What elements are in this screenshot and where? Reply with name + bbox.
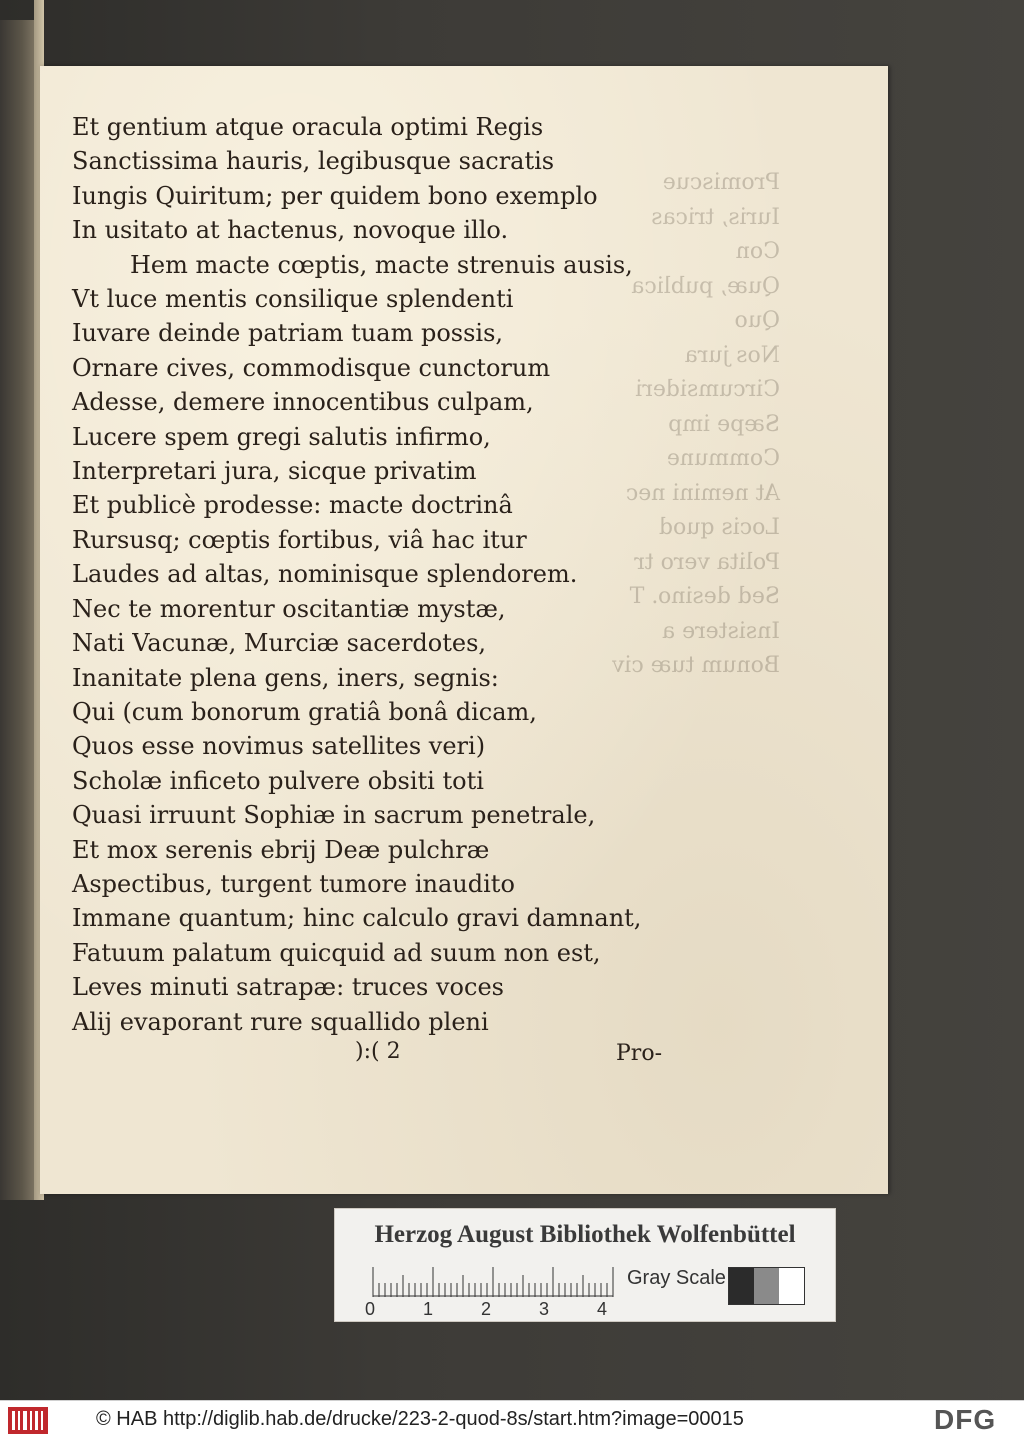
verse-line: Lucere spem gregi salutis infirmo,: [72, 422, 491, 451]
verse-line: Et mox serenis ebrij Deæ pulchræ: [72, 835, 490, 864]
verse-line: Iuvare deinde patriam tuam possis,: [72, 319, 504, 348]
signature-mark: ):( 2: [355, 1039, 401, 1064]
hab-barcode-logo: [8, 1407, 48, 1434]
scale-ruler: [371, 1265, 621, 1297]
catchword: Pro-: [616, 1041, 662, 1066]
verse-line: Interpretari jura, sicque privatim: [72, 457, 477, 486]
verse-line: Iungis Quiritum; per quidem bono exemplo: [72, 181, 598, 210]
verse-line: Et publicè prodesse: macte doctrinâ: [72, 491, 513, 520]
bleed-through-line: Insistere a: [662, 618, 780, 644]
bleed-through-line: At nemini nec: [625, 480, 780, 506]
bleed-through-line: Sæpe imp: [668, 411, 780, 437]
verse-line: Quasi irruunt Sophiæ in sacrum penetrale,: [72, 801, 596, 830]
gray-swatch: [779, 1268, 804, 1304]
bleed-through-line: Quæ, publica: [631, 273, 780, 299]
verse-line: Quos esse novimus satellites veri): [72, 732, 486, 761]
scale-numbers: [363, 1299, 663, 1319]
footer-bar: [0, 1400, 1024, 1440]
verse-line: Leves minuti satrapæ: truces voces: [72, 973, 504, 1002]
verse-line: Hem macte cœptis, macte strenuis ausis,: [130, 250, 633, 279]
verse-line: Rursusq; cœptis fortibus, viâ hac itur: [72, 525, 527, 554]
scale-number: 4: [597, 1299, 608, 1319]
gray-scale-label: Gray Scale: [627, 1267, 726, 1289]
gray-swatch: [729, 1268, 754, 1304]
verse-line: Et gentium atque oracula optimi Regis: [72, 113, 544, 141]
verse-line: Adesse, demere innocentibus culpam,: [72, 388, 534, 417]
verse-line: In usitato at hactenus, novoque illo.: [72, 216, 509, 245]
gray-scale-swatches: [728, 1267, 805, 1305]
verse-line: Qui (cum bonorum gratiâ bonâ dicam,: [72, 697, 537, 726]
verse-line: Aspectibus, turgent tumore inaudito: [72, 869, 515, 898]
bleed-through-line: Promiscue: [662, 170, 780, 195]
scale-number: 0: [365, 1299, 376, 1319]
bleed-through-line: Circumsideri: [635, 377, 780, 402]
dfg-logo: DFG: [934, 1404, 997, 1435]
verse-line: Ornare cives, commodisque cunctorum: [72, 353, 551, 382]
verse-text: [72, 110, 672, 1039]
verse-line: Nati Vacunæ, Murciæ sacerdotes,: [72, 629, 487, 658]
scale-number: 3: [539, 1299, 550, 1319]
bleed-through-line: Iuris, tricas: [651, 204, 780, 230]
scale-number: 1: [423, 1299, 434, 1319]
verse-line: Fatuum palatum quicquid ad suum non est,: [72, 938, 601, 967]
copyright-link[interactable]: © HAB http://diglib.hab.de/drucke/223-2-quod-8s/start.htm?image=00015: [96, 1408, 744, 1430]
verse-line: Nec te morentur oscitantiæ mystæ,: [72, 594, 506, 623]
verse-line: Inanitate plena gens, iners, segnis:: [72, 663, 499, 692]
library-label: [334, 1208, 836, 1322]
bleed-through-line: Sed desino. T: [629, 584, 780, 609]
verse-line: Sanctissima hauris, legibusque sacratis: [72, 147, 555, 176]
scale-number: 2: [481, 1299, 492, 1319]
verse-line: Alij evaporant rure squallido pleni: [72, 1007, 489, 1036]
verse-line: Laudes ad altas, nominisque splendorem.: [72, 560, 578, 589]
bleed-through-line: Commune: [666, 446, 780, 471]
bleed-through-line: Quo: [734, 308, 780, 333]
verse-line: Vt luce mentis consilique splendenti: [72, 285, 514, 314]
bleed-through-line: Polita vero tr: [634, 549, 780, 575]
bleed-through-line: Bonum tuæ civ: [611, 653, 780, 678]
bleed-through-line: Nos jura: [684, 342, 780, 368]
gray-swatch: [754, 1268, 779, 1304]
bleed-through-line: Con: [735, 239, 780, 264]
verse-line: Scholæ inficeto pulvere obsiti toti: [72, 766, 484, 795]
verse-line: Immane quantum; hinc calculo gravi damnant,: [72, 904, 642, 933]
library-name: Herzog August Bibliothek Wolfenbüttel: [374, 1221, 796, 1248]
bleed-through-line: Locis quod: [658, 515, 780, 540]
